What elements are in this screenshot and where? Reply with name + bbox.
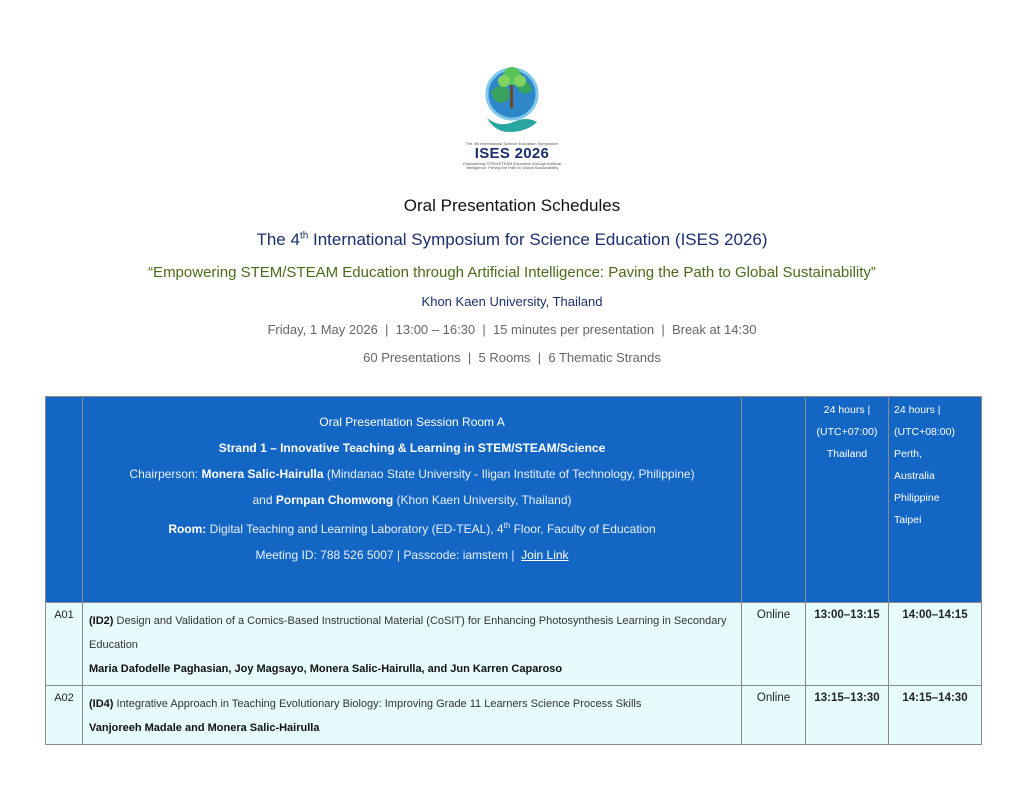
co-chair-line bbox=[84, 487, 740, 513]
table-row bbox=[46, 686, 982, 745]
page-heading: Oral Presentation Schedules bbox=[403, 196, 621, 215]
tz2-line-4: Philippine bbox=[894, 492, 940, 504]
event-theme: “Empowering STEM/STEAM Education through Artificial Intelligence: Paving the Path to Global Sustainability” bbox=[148, 264, 876, 281]
tz1-line-1: (UTC+07:00) bbox=[816, 426, 878, 438]
presentation-authors: Vanjoreeh Madale and Monera Salic-Hairulla bbox=[89, 722, 320, 734]
tz2-line-1: (UTC+08:00) bbox=[894, 426, 955, 438]
room-text-post: Floor, Faculty of Education bbox=[510, 522, 656, 536]
event-title-post: International Symposium for Science Education (ISES 2026) bbox=[308, 230, 768, 249]
and-label: and bbox=[252, 493, 276, 507]
join-link[interactable]: Join Link bbox=[521, 548, 569, 562]
presentation-details bbox=[83, 603, 742, 686]
event-title-sup: th bbox=[299, 230, 309, 242]
presentation-authors: Maria Dafodelle Paghasian, Joy Magsayo, Monera Salic-Hairulla, and Jun Karren Caparoso bbox=[89, 663, 563, 675]
chair1-affiliation: (Mindanao State University - Iligan Institute of Technology, Philippine) bbox=[323, 467, 695, 481]
meeting-info: Meeting ID: 788 526 5007 | Passcode: iamstem | bbox=[255, 548, 522, 562]
tz1-line-2: Thailand bbox=[826, 448, 868, 460]
time-utc8: 14:15–14:30 bbox=[889, 686, 982, 745]
header-mode-cell bbox=[742, 397, 806, 603]
timezone-thailand-cell bbox=[806, 397, 889, 603]
presentation-id: (ID4) bbox=[89, 698, 114, 710]
globe-hand-tree-icon bbox=[477, 62, 547, 142]
room-line bbox=[84, 513, 740, 542]
event-title-pre: The 4 bbox=[256, 230, 300, 249]
time-thailand: 13:00–13:15 bbox=[806, 603, 889, 686]
presentation-id: (ID2) bbox=[89, 615, 114, 627]
presentation-title: Design and Validation of a Comics-Based Instructional Material (CoSIT) for Enhancing Photosynthesis Learning in Secondary Education bbox=[89, 615, 727, 651]
presentation-title: Integrative Approach in Teaching Evolutionary Biology: Improving Grade 11 Learners Science Process Skills bbox=[113, 698, 642, 710]
presentation-mode: Online bbox=[742, 686, 806, 745]
chair2-name: Pornpan Chomwong bbox=[275, 493, 394, 507]
chairperson-line bbox=[84, 461, 740, 487]
presentation-details bbox=[83, 686, 742, 745]
chair-label: Chairperson: bbox=[129, 467, 202, 481]
meeting-line bbox=[84, 542, 740, 568]
table-row bbox=[46, 603, 982, 686]
date-line: Friday, 1 May 2026 | 13:00 – 16:30 | 15 minutes per presentation | Break at 14:30 bbox=[267, 322, 757, 337]
time-utc8: 14:00–14:15 bbox=[889, 603, 982, 686]
stats-line: 60 Presentations | 5 Rooms | 6 Thematic Strands bbox=[363, 350, 661, 365]
tz2-line-5: Taipei bbox=[894, 514, 922, 526]
chair2-affiliation: (Khon Kaen University, Thailand) bbox=[393, 493, 572, 507]
schedule-table bbox=[45, 396, 982, 745]
session-info-cell bbox=[83, 397, 742, 603]
presentation-code: A01 bbox=[46, 603, 83, 686]
event-title bbox=[0, 230, 1024, 250]
tz2-line-0: 24 hours | bbox=[894, 404, 941, 416]
room-label: Room: bbox=[168, 522, 207, 536]
room-text-pre: Digital Teaching and Learning Laboratory (ED-TEAL), 4 bbox=[206, 522, 504, 536]
logo-tagline-1: Empowering STEM/STEAM Education through Artificial bbox=[463, 161, 561, 166]
logo-tagline-2: Intelligence: Paving the Path to Global Sustainability bbox=[465, 165, 559, 170]
ises-logo bbox=[462, 62, 562, 180]
logo-small-line: The 4th International Science Education Symposium bbox=[465, 141, 559, 146]
presentation-code: A02 bbox=[46, 686, 83, 745]
presentation-mode: Online bbox=[742, 603, 806, 686]
tz2-line-2: Perth, bbox=[894, 448, 923, 460]
session-header-row bbox=[46, 397, 982, 603]
chair1-name: Monera Salic-Hairulla bbox=[201, 467, 324, 481]
event-venue: Khon Kaen University, Thailand bbox=[421, 294, 603, 309]
strand-title: Strand 1 – Innovative Teaching & Learning in STEM/STEAM/Science bbox=[218, 441, 606, 455]
timezone-utc8-cell bbox=[889, 397, 982, 603]
time-thailand: 13:15–13:30 bbox=[806, 686, 889, 745]
tz1-line-0: 24 hours | bbox=[823, 404, 871, 416]
tz2-line-3: Australia bbox=[894, 470, 935, 482]
room-text-sup: th bbox=[503, 521, 511, 530]
logo-brand: ISES 2026 bbox=[474, 145, 550, 162]
header-code-cell bbox=[46, 397, 83, 603]
room-title: Oral Presentation Session Room A bbox=[319, 415, 505, 429]
